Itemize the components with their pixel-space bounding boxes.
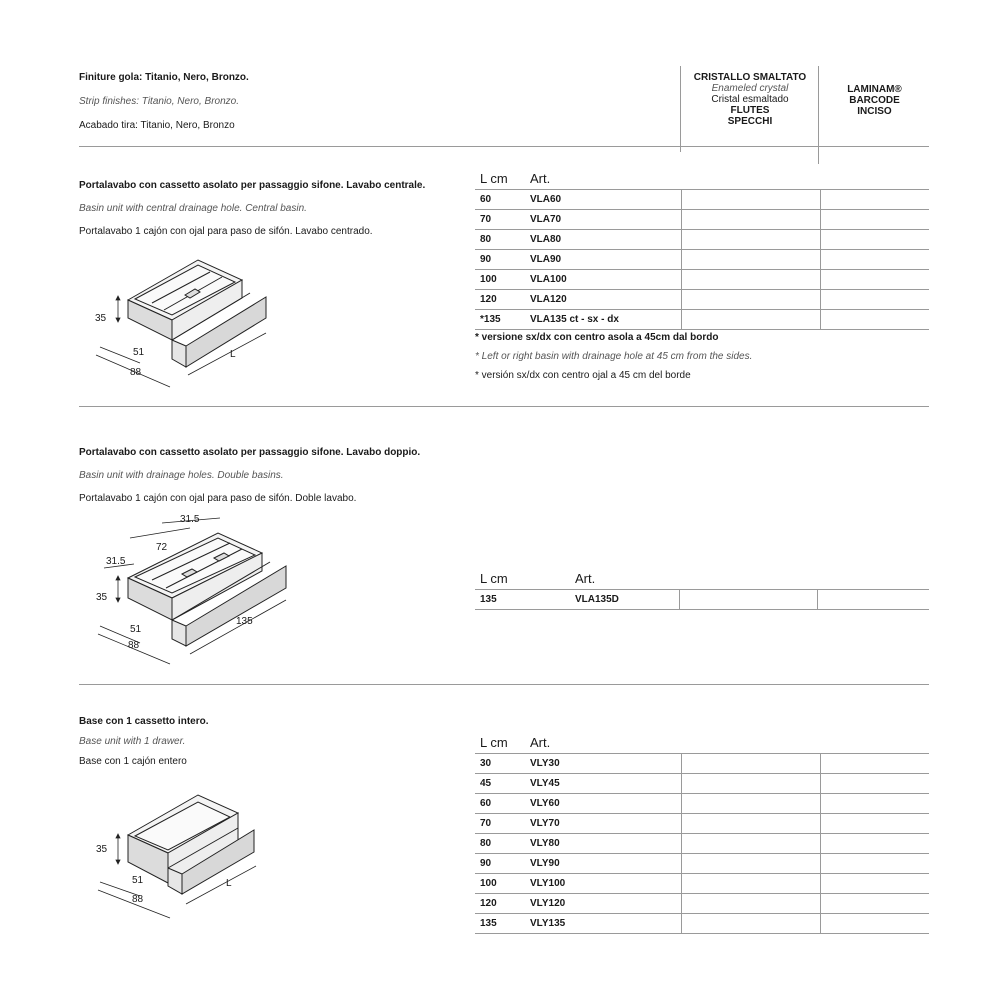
finish-text-es: Acabado tira: Titanio, Nero, Bronzo [79, 120, 235, 131]
table-row [475, 289, 929, 309]
cell-laminam [820, 250, 821, 269]
section3-drawing [90, 790, 280, 930]
col1-line4: FLUTES [730, 105, 770, 116]
section1-title-it: Portalavabo con cassetto asolato per passaggio sifone. Lavabo centrale. [79, 180, 426, 191]
table-body [475, 589, 929, 610]
cell-length: *135 [480, 314, 501, 325]
cell-length: 45 [480, 778, 492, 789]
cell-article: VLY60 [530, 798, 560, 809]
section1-dim-w: L [230, 349, 236, 360]
cell-length: 90 [480, 254, 492, 265]
finish-text-it: Finiture gola: Titanio, Nero, Bronzo. [79, 72, 249, 83]
note-es: * versión sx/dx con centro ojal a 45 cm del borde [475, 370, 691, 381]
section2-dim-d2: 88 [128, 640, 140, 651]
cell-article: VLY70 [530, 818, 560, 829]
cell-laminam [820, 854, 821, 873]
cell-cristallo [681, 774, 682, 793]
cell-laminam [820, 814, 821, 833]
section1-table [475, 167, 929, 330]
cell-article: VLA90 [530, 254, 562, 265]
cell-laminam [820, 874, 821, 893]
cell-length: 70 [480, 818, 492, 829]
section2-table [475, 567, 929, 610]
header-col-cristallo [680, 66, 819, 152]
cell-length: 80 [480, 234, 492, 245]
cell-cristallo [681, 854, 682, 873]
table-header [475, 731, 929, 753]
divider [79, 146, 929, 147]
table-row [475, 753, 929, 773]
cell-laminam [817, 590, 818, 609]
section2-description [79, 441, 420, 510]
section3-title-it: Base con 1 cassetto intero. [79, 716, 209, 727]
table-body [475, 189, 929, 330]
table-row [475, 873, 929, 893]
cell-cristallo [681, 814, 682, 833]
cell-laminam [820, 914, 821, 933]
cell-article: VLY120 [530, 898, 566, 909]
cell-cristallo [681, 754, 682, 773]
cell-length: 80 [480, 838, 492, 849]
cell-article: VLY90 [530, 858, 560, 869]
section1-drawing [90, 255, 280, 395]
col-l-header: L cm [480, 735, 508, 750]
section2-dim-c: 31.5 [106, 556, 126, 567]
cell-laminam [820, 310, 821, 329]
section2-dim-w: 135 [236, 616, 253, 627]
cell-length: 135 [480, 594, 497, 605]
col-art-header: Art. [575, 571, 596, 586]
table-row [475, 913, 929, 934]
cell-article: VLY100 [530, 878, 566, 889]
table-row [475, 269, 929, 289]
cell-cristallo [681, 834, 682, 853]
section2-dim-d1: 51 [130, 624, 142, 635]
section1-title-es: Portalavabo 1 cajón con ojal para paso de sifón. Lavabo centrado. [79, 226, 373, 237]
cell-laminam [820, 794, 821, 813]
section1-description [79, 174, 425, 243]
table-row [475, 853, 929, 873]
table-row [475, 813, 929, 833]
cell-length: 90 [480, 858, 492, 869]
section3-dim-d1: 51 [132, 875, 144, 886]
cell-laminam [820, 190, 821, 209]
cell-article: VLA135D [575, 594, 619, 605]
section2-dim-b: 72 [156, 542, 168, 553]
cell-cristallo [681, 794, 682, 813]
finish-block [79, 66, 249, 138]
cell-length: 100 [480, 878, 497, 889]
cell-laminam [820, 270, 821, 289]
section2-dim-a: 31.5 [180, 514, 200, 525]
finish-text-en: Strip finishes: Titanio, Nero, Bronzo. [79, 96, 239, 107]
cell-laminam [820, 894, 821, 913]
table-row [475, 893, 929, 913]
section3-dim-w: L [226, 878, 232, 889]
cell-length: 120 [480, 898, 497, 909]
section3-table [475, 731, 929, 934]
cell-cristallo [681, 874, 682, 893]
section2-title-it: Portalavabo con cassetto asolato per passaggio sifone. Lavabo doppio. [79, 447, 421, 458]
cell-laminam [820, 754, 821, 773]
cell-laminam [820, 774, 821, 793]
col-l-header: L cm [480, 571, 508, 586]
col-l-header: L cm [480, 171, 508, 186]
section3-title-en: Base unit with 1 drawer. [79, 736, 186, 747]
section3-dim-d2: 88 [132, 894, 144, 905]
col2-line2: BARCODE [849, 95, 900, 106]
cell-length: 30 [480, 758, 492, 769]
cell-article: VLA135 ct - sx - dx [530, 314, 619, 325]
col2-line1: LAMINAM® [847, 84, 902, 95]
section2-title-en: Basin unit with drainage holes. Double basins. [79, 470, 284, 481]
cell-cristallo [681, 914, 682, 933]
section1-title-en: Basin unit with central drainage hole. Central basin. [79, 203, 307, 214]
section3-title-es: Base con 1 cajón entero [79, 756, 187, 767]
cell-length: 60 [480, 194, 492, 205]
divider [79, 406, 929, 407]
section1-dim-d2: 88 [130, 367, 142, 378]
cell-length: 60 [480, 798, 492, 809]
section2-drawing [90, 508, 295, 668]
cell-cristallo [681, 310, 682, 329]
cell-laminam [820, 230, 821, 249]
section2-title-es: Portalavabo 1 cajón con ojal para paso de sifón. Doble lavabo. [79, 493, 357, 504]
cell-cristallo [681, 290, 682, 309]
cell-article: VLA120 [530, 294, 567, 305]
cell-length: 100 [480, 274, 497, 285]
divider [79, 684, 929, 685]
cell-cristallo [681, 894, 682, 913]
section1-notes [475, 328, 752, 385]
cell-cristallo [681, 210, 682, 229]
table-row [475, 833, 929, 853]
cell-article: VLY80 [530, 838, 560, 849]
cell-cristallo [679, 590, 680, 609]
col1-line1: CRISTALLO SMALTATO [693, 72, 807, 83]
section1-dim-d1: 51 [133, 347, 145, 358]
table-header [475, 167, 929, 189]
cell-article: VLY30 [530, 758, 560, 769]
cell-cristallo [681, 270, 682, 289]
note-en: * Left or right basin with drainage hole at 45 cm from the sides. [475, 351, 753, 362]
cell-cristallo [681, 250, 682, 269]
table-body [475, 753, 929, 934]
table-row [475, 209, 929, 229]
cell-length: 70 [480, 214, 492, 225]
cell-article: VLY135 [530, 918, 566, 929]
table-row [475, 189, 929, 209]
table-row [475, 249, 929, 269]
table-row [475, 793, 929, 813]
col2-line3: INCISO [857, 106, 892, 117]
cell-article: VLA100 [530, 274, 567, 285]
cell-length: 135 [480, 918, 497, 929]
col-art-header: Art. [530, 735, 551, 750]
section3-description [79, 712, 209, 772]
table-row [475, 309, 929, 330]
col1-line3: Cristal esmaltado [711, 94, 789, 105]
section2-dim-h: 35 [96, 592, 108, 603]
col1-line2: Enameled crystal [711, 83, 789, 94]
cell-laminam [820, 834, 821, 853]
section1-dim-h: 35 [95, 313, 107, 324]
cell-article: VLA80 [530, 234, 562, 245]
cell-article: VLA60 [530, 194, 562, 205]
cell-laminam [820, 210, 821, 229]
cell-length: 120 [480, 294, 497, 305]
section3-dim-h: 35 [96, 844, 108, 855]
cell-cristallo [681, 190, 682, 209]
cell-article: VLY45 [530, 778, 560, 789]
col-art-header: Art. [530, 171, 551, 186]
note-it: * versione sx/dx con centro asola a 45cm dal bordo [475, 332, 719, 343]
cell-cristallo [681, 230, 682, 249]
header-col-laminam [818, 66, 930, 164]
table-row [475, 773, 929, 793]
table-row [475, 589, 929, 610]
cell-laminam [820, 290, 821, 309]
col1-line5: SPECCHI [727, 116, 773, 127]
cell-article: VLA70 [530, 214, 562, 225]
table-row [475, 229, 929, 249]
table-header [475, 567, 929, 589]
